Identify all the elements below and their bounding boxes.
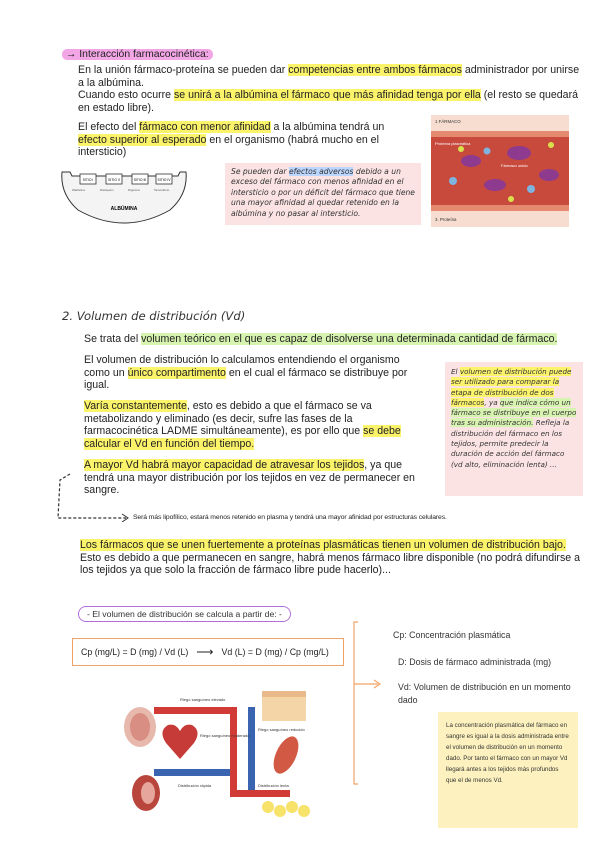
svg-text:Diazepam: Diazepam — [100, 188, 114, 192]
legend-d: D: Dosis de fármaco administrada (mg) — [398, 657, 552, 667]
section-heading-vd: 2. Volumen de distribución (Vd) — [62, 309, 246, 323]
svg-text:Warfarina: Warfarina — [72, 188, 85, 192]
paragraph-compartimento: El volumen de distribución lo calculamos entendiendo el organismo como un único compartimento en el cual el fármaco se distribuye por igual. — [84, 354, 408, 392]
albumin-site-2: SITIO II — [108, 178, 120, 182]
paragraph-efecto: El efecto del fármaco con menor afinidad a la albúmina tendrá un efecto superior al esperado en el organismo (habrá mucho en el intersticio) — [78, 121, 385, 159]
legend-cp: Cp: Concentración plasmática — [393, 630, 511, 640]
formula-arrow: ⟶ — [196, 645, 214, 659]
paragraph-mayor-vd: A mayor Vd habrá mayor capacidad de atravesar los tejidos, ya que tendrá una mayor distribución por los tejidos en vez de permanecer en sangre. — [84, 459, 415, 497]
paragraph-proteinas: Los fármacos que se unen fuertemente a proteínas plasmáticas tienen un volumen de distribución bajo. Esto es debido a que permanecen en sangre, habrá menos fármaco libre disponible (no podrá difundirse a los tejidos ya que solo la fracción de fármaco libre pude hacerlo)... — [80, 539, 580, 577]
formula-box — [72, 638, 344, 666]
legend-vd: Vd: Volumen de distribución en un momento dado — [398, 682, 571, 705]
svg-text:Digoxina: Digoxina — [128, 188, 140, 192]
formula-title: - El volumen de distribución se calcula a partir de: - — [78, 606, 291, 622]
albumin-site-1: SITIO I — [82, 178, 94, 182]
vessel-label-free: Fármaco unido — [501, 163, 528, 168]
adverse-effects-note: Se pueden dar efectos adversos debido a un exceso del fármaco con menos afinidad en el intersticio o por un déficit del fármaco que tiene una mayor afinidad al quedar retenido en la albúmina y no pasar al intersticio. — [225, 163, 421, 225]
distribution-illustration — [118, 687, 316, 821]
illus-label-4: Riego sanguíneo reducido — [258, 727, 305, 732]
dashed-connector — [52, 470, 132, 522]
concentration-note: La concentración plasmática del fármaco en sangre es igual a la dosis administrada entre el volumen de distribución en un momento dado. Por tanto el fármaco con un mayor Vd llegará antes a los tejidos más profundos que el de menos Vd. — [438, 712, 578, 828]
vd-side-note: El volumen de distribución puede ser utilizado para comparar la etapa de distribución de dos fármacos, ya que indica cómo un fármaco se distribuye en el cuerpo tras su administración. Refleja la distribución del fármaco en los tejidos, permite predecir la duración de acción del fármaco (vd alto, eliminación lenta) ... — [445, 362, 583, 496]
albumin-diagram — [58, 166, 190, 228]
illus-label-3: Riego sanguíneo moderado — [200, 733, 250, 738]
vessel-label-top: 1 FÁRMACO — [435, 119, 461, 124]
albumin-site-4: SITIO IV — [157, 178, 171, 182]
svg-text:Tamoxifeno: Tamoxifeno — [154, 188, 170, 192]
illus-label-2: Distribución rápida — [178, 783, 212, 788]
formula-bracket — [350, 618, 386, 788]
illus-label-5: Distribución lenta — [258, 783, 289, 788]
blood-vessel-illustration — [431, 115, 569, 227]
vessel-label-bottom: 3. Proteína — [435, 217, 457, 222]
paragraph-varia: Varía constantemente, esto es debido a que el fármaco se va metabolizando y eliminado (es decir, sufre las fases de la farmacocinética LADME simultáneamente), es por ello que se debe calcular el Vd en función del tiempo. — [84, 400, 401, 450]
paragraph-competencia: En la unión fármaco-proteína se pueden dar competencias entre ambos fármacos administrador por unirse a la albúmina. — [78, 64, 580, 89]
albumin-site-3: SITIO III — [133, 178, 147, 182]
paragraph-definicion: Se trata del volumen teórico en el que es capaz de disolverse una determinada cantidad de fármaco. — [84, 333, 558, 345]
formula-right: Vd (L) = D (mg) / Cp (mg/L) — [221, 647, 329, 657]
dashed-note: Será más lipofílico, estará menos retenido en plasma y tendrá una mayor afinidad por estructuras celulares. — [133, 514, 447, 521]
illus-label-1: Riego sanguíneo elevado — [180, 697, 226, 702]
paragraph-afinidad: Cuando esto ocurre se unirá a la albúmina el fármaco que más afinidad tenga por ella (el resto se quedará en estado libre). — [78, 89, 578, 114]
vessel-label-plasma: Proteína plasmática — [435, 141, 471, 146]
formula-left: Cp (mg/L) = D (mg) / Vd (L) — [81, 647, 189, 657]
section-title: → Interacción farmacocinética: — [62, 44, 213, 62]
albumin-label: ALBÚMINA — [110, 206, 138, 212]
